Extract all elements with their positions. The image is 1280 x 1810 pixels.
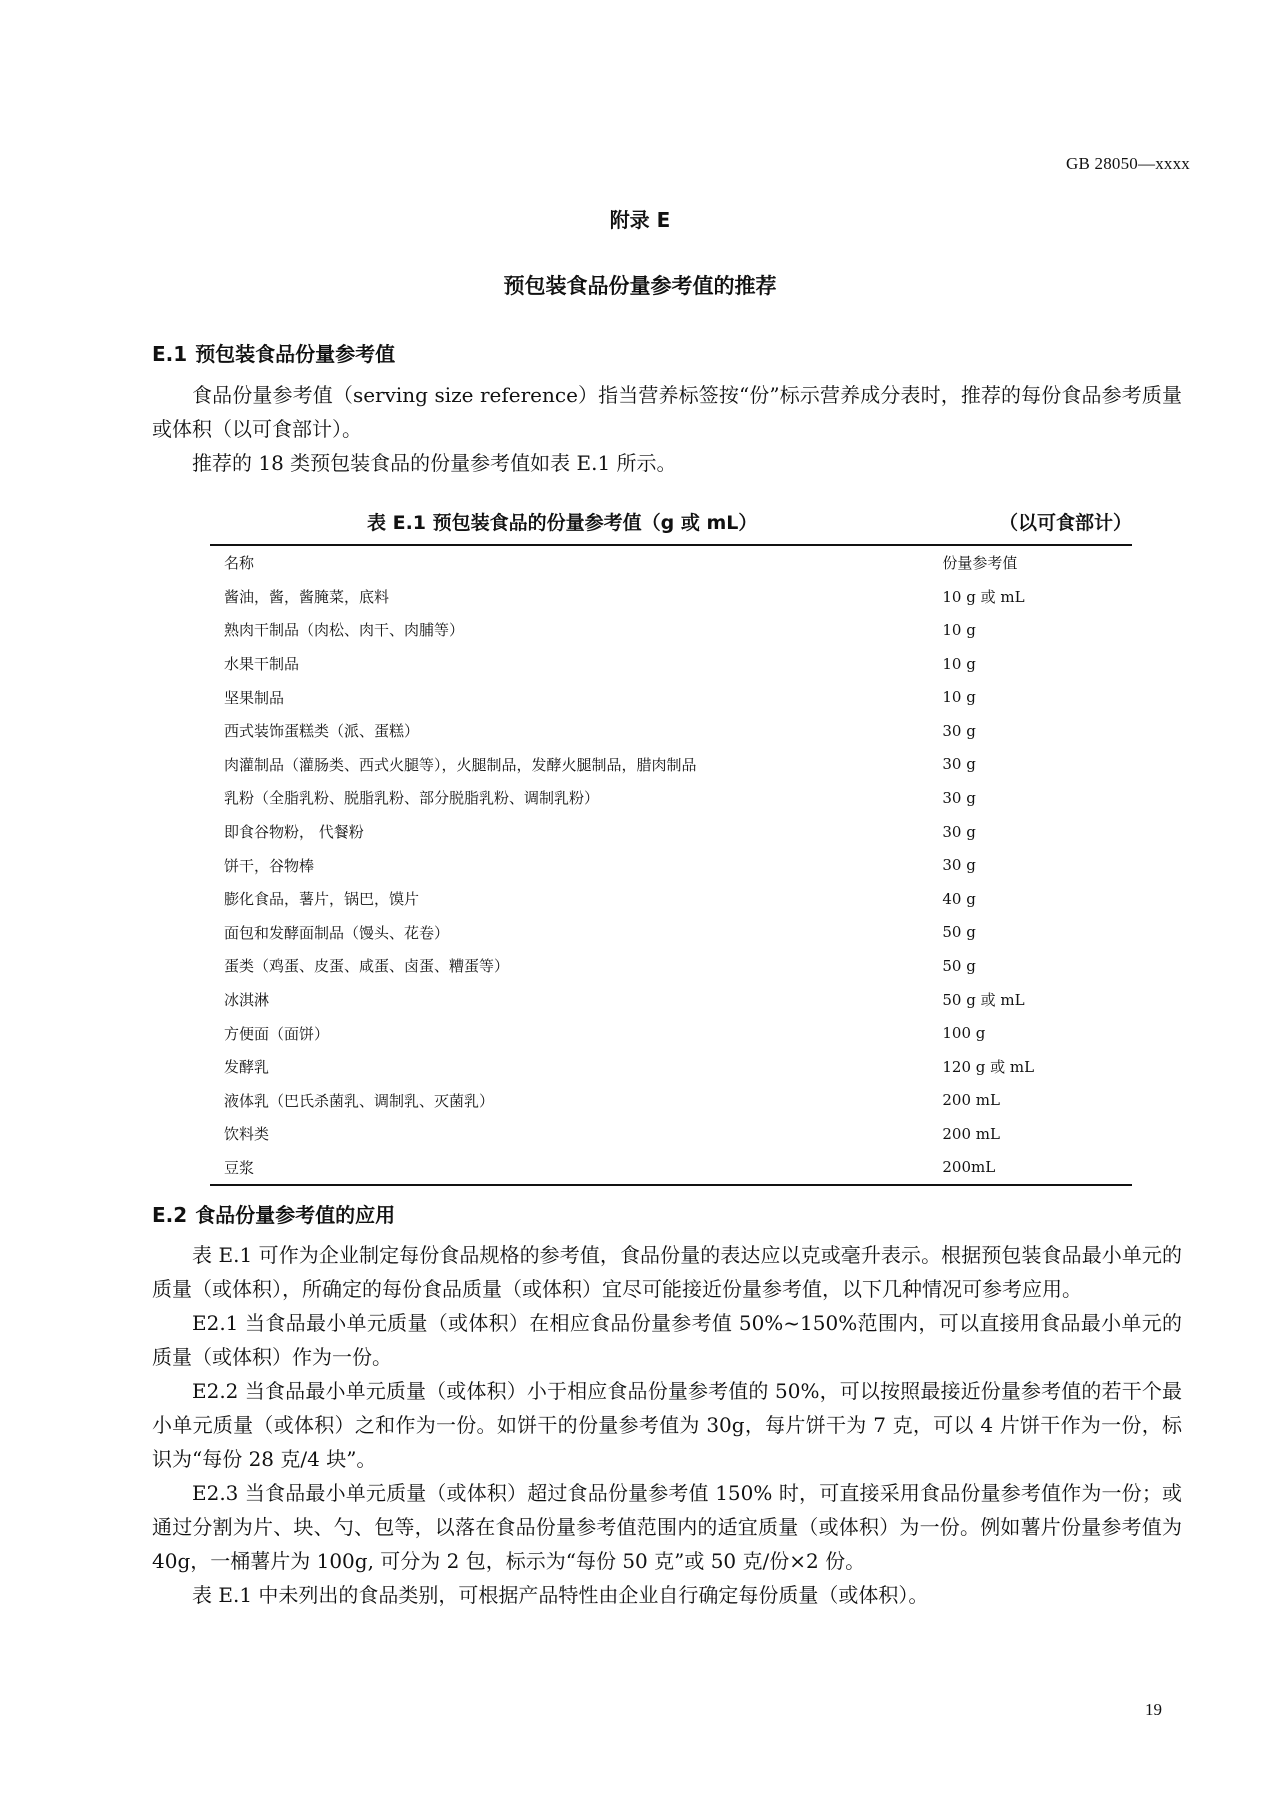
table-row bbox=[210, 580, 1132, 614]
section-e2-number: E.2 bbox=[152, 1203, 188, 1227]
serving-value: 120 g 或 mL bbox=[942, 1058, 1035, 1077]
paragraph: 表 E.1 中未列出的食品类别，可根据产品特性由企业自行确定每份质量（或体积）。 bbox=[192, 1583, 929, 1607]
food-name: 蛋类（鸡蛋、皮蛋、咸蛋、卤蛋、糟蛋等） bbox=[224, 957, 510, 976]
table-header-row bbox=[210, 545, 1132, 580]
table-row bbox=[210, 815, 1132, 849]
table-row bbox=[210, 1151, 1132, 1186]
serving-value: 200 mL bbox=[942, 1091, 1000, 1110]
serving-value: 100 g bbox=[942, 1024, 986, 1043]
page-number: 19 bbox=[1145, 1700, 1162, 1719]
section-e1-body bbox=[152, 378, 1182, 480]
food-name: 西式装饰蛋糕类（派、蛋糕） bbox=[224, 722, 420, 741]
serving-value: 30 g bbox=[942, 788, 976, 807]
table-row bbox=[210, 781, 1132, 815]
table-caption-title: 表 E.1 预包装食品的份量参考值（g 或 mL） bbox=[367, 512, 758, 534]
food-name: 面包和发酵面制品（馒头、花卷） bbox=[224, 923, 450, 942]
food-name: 坚果制品 bbox=[224, 688, 285, 707]
serving-value: 10 g bbox=[942, 688, 976, 707]
document-title: 预包装食品份量参考值的推荐 bbox=[503, 274, 777, 298]
table-row bbox=[210, 1016, 1132, 1050]
table-row bbox=[210, 949, 1132, 983]
food-name: 熟肉干制品（肉松、肉干、肉脯等） bbox=[224, 621, 465, 640]
section-e1-number: E.1 bbox=[152, 342, 188, 366]
header-value: 份量参考值 bbox=[942, 554, 1018, 573]
food-name: 饮料类 bbox=[224, 1125, 270, 1144]
paragraph: 表 E.1 可作为企业制定每份食品规格的参考值，食品份量的表达应以克或毫升表示。根据预包装食品最小单元的质量（或体积），所确定的每份食品质量（或体积）宜尽可能接近份量参考值，以下几种情况可参考应用。 bbox=[152, 1243, 1182, 1301]
food-name: 酱油，酱，酱腌菜，底料 bbox=[224, 587, 390, 606]
table-row bbox=[210, 1084, 1132, 1118]
food-name: 方便面（面饼） bbox=[224, 1024, 330, 1043]
table-row bbox=[210, 882, 1132, 916]
table-row bbox=[210, 680, 1132, 714]
food-name: 液体乳（巴氏杀菌乳、调制乳、灭菌乳） bbox=[224, 1091, 495, 1110]
serving-value: 30 g bbox=[942, 822, 976, 841]
food-name: 肉灌制品（灌肠类、西式火腿等），火腿制品，发酵火腿制品，腊肉制品 bbox=[224, 755, 697, 774]
table-row bbox=[210, 613, 1132, 647]
serving-value: 200mL bbox=[942, 1158, 996, 1177]
food-name: 水果干制品 bbox=[224, 655, 300, 674]
header-name: 名称 bbox=[224, 554, 255, 573]
paragraph: 推荐的 18 类预包装食品的份量参考值如表 E.1 所示。 bbox=[192, 451, 677, 475]
section-e2-title: 食品份量参考值的应用 bbox=[195, 1203, 396, 1227]
serving-value: 10 g 或 mL bbox=[942, 587, 1025, 606]
serving-value: 200 mL bbox=[942, 1124, 1000, 1143]
food-name: 乳粉（全脂乳粉、脱脂乳粉、部分脱脂乳粉、调制乳粉） bbox=[224, 789, 600, 808]
serving-value: 50 g 或 mL bbox=[942, 991, 1025, 1010]
table-row bbox=[210, 848, 1132, 882]
table-row bbox=[210, 916, 1132, 950]
food-name: 即食谷物粉， 代餐粉 bbox=[224, 823, 364, 842]
appendix-title: 附录 E bbox=[609, 208, 671, 232]
table-row bbox=[210, 1117, 1132, 1151]
standard-code: GB 28050—xxxx bbox=[1066, 154, 1190, 173]
food-name: 豆浆 bbox=[224, 1158, 255, 1177]
serving-value: 30 g bbox=[942, 856, 976, 875]
serving-value: 10 g bbox=[942, 654, 976, 673]
table-row bbox=[210, 714, 1132, 748]
food-name: 膨化食品，薯片，锅巴，馍片 bbox=[224, 890, 420, 909]
serving-value: 40 g bbox=[942, 889, 976, 908]
serving-value: 50 g bbox=[942, 956, 976, 975]
table-row bbox=[210, 647, 1132, 681]
serving-value: 30 g bbox=[942, 721, 976, 740]
section-e2-heading bbox=[152, 1199, 395, 1228]
serving-value: 10 g bbox=[942, 620, 976, 639]
section-e1-heading bbox=[152, 338, 395, 367]
serving-value: 30 g bbox=[942, 755, 976, 774]
food-name: 饼干，谷物棒 bbox=[224, 856, 315, 875]
food-name: 发酵乳 bbox=[224, 1058, 270, 1077]
paragraph: E2.1 当食品最小单元质量（或体积）在相应食品份量参考值 50%~150%范围内，可以直接用食品最小单元的质量（或体积）作为一份。 bbox=[152, 1311, 1182, 1369]
paragraph: E2.2 当食品最小单元质量（或体积）小于相应食品份量参考值的 50%，可以按照最接近份量参考值的若干个最小单元质量（或体积）之和作为一份。如饼干的份量参考值为 30g，每片饼干为 7 克，可以 4 片饼干作为一份，标识为“每份 28 克/4 块”。 bbox=[152, 1379, 1182, 1471]
table-row bbox=[210, 748, 1132, 782]
table-row bbox=[210, 1050, 1132, 1084]
table-caption-note: （以可食部计） bbox=[998, 512, 1132, 534]
section-e1-title: 预包装食品份量参考值 bbox=[195, 342, 396, 366]
paragraph: E2.3 当食品最小单元质量（或体积）超过食品份量参考值 150% 时，可直接采用食品份量参考值作为一份；或通过分割为片、块、勺、包等，以落在食品份量参考值范围内的适宜质量（或体积）为一份。例如薯片份量参考值为 40g，一桶薯片为 100g, 可分为 2 包，标示为“每份 50 克”或 50 克/份×2 份。 bbox=[152, 1481, 1182, 1573]
paragraph: 食品份量参考值（serving size reference）指当营养标签按“份”标示营养成分表时，推荐的每份食品参考质量或体积（以可食部计）。 bbox=[152, 383, 1182, 441]
section-e2-body bbox=[152, 1238, 1182, 1612]
table-row bbox=[210, 983, 1132, 1017]
food-name: 冰淇淋 bbox=[224, 991, 270, 1010]
serving-value: 50 g bbox=[942, 923, 976, 942]
serving-size-table bbox=[210, 544, 1132, 1186]
